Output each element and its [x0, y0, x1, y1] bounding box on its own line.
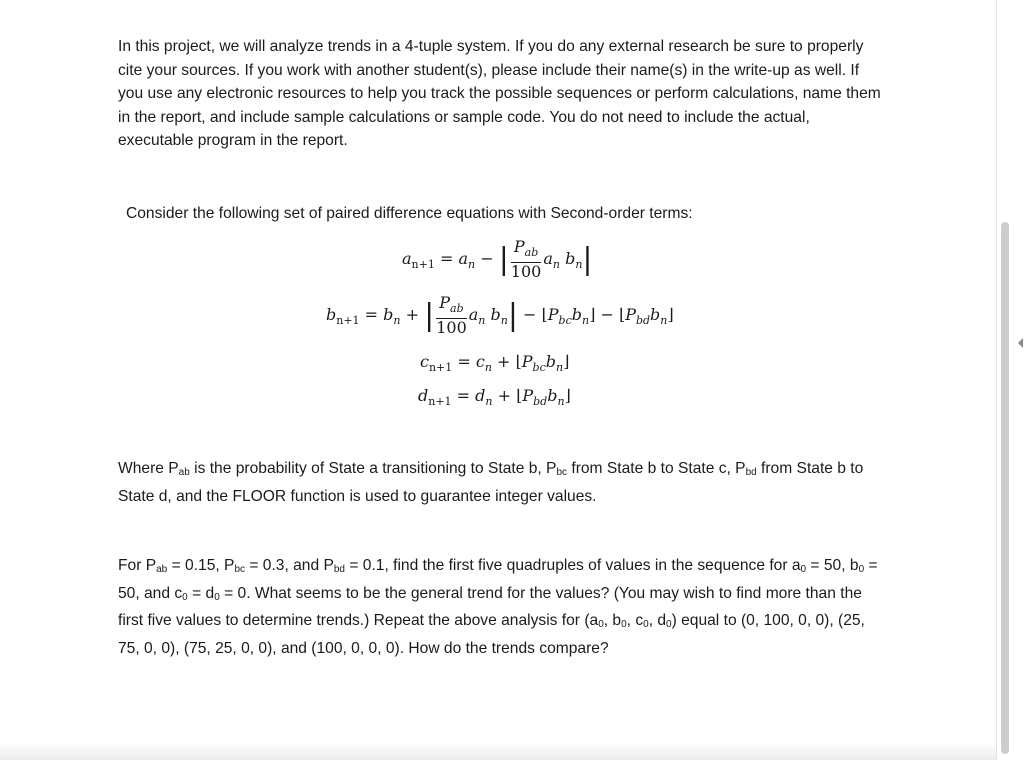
consider-paragraph: Consider the following set of paired difference equations with Second-order terms: [126, 205, 693, 222]
task-paragraph: For $P_{ab} = 0.15$, $P_{bc} = 0.3$, and $P_{bd} = 0.1$, find the first five quadruples of values in the sequence for $a_0 = 50$, $b_0 = 50$, and $c_0 = d_0 = 0$. What seems to be the general trend for the values? (You may wish to find more than the first five values to determine trends.) Repeat the above analysis for ($a_0$, $b_0$, $c_0$, $d_0$) equal to (0, 100, 0, 0), (25, 75, 0, 0), (75, 25, 0, 0), and (100, 0, 0, 0). How do the trends compare? [118, 557, 878, 657]
scrollbar-thumb[interactable] [1001, 222, 1009, 754]
intro-paragraph: In this project, we will analyze trends in a 4-tuple system. If you do any external research be sure to properly cite your sources. If you work with another student(s), please include their name(s) in the write-up as well. If you use any electronic resources to help you track the possible sequences or perform calculations, name them in the report, and include sample calculations or sample code. You do not need to include the actual, executable program in the report. [118, 38, 881, 149]
equation-a: $a_{n+1} = a_n$ − | $\frac{P_{ab}}{100}$ $a_n$ $b_n|$ [402, 237, 593, 281]
equation-c: $c_{n+1} = c_n$ + $⌊P_{bc}b_n⌋$ [420, 352, 570, 374]
equation-b: $b_{n+1} = b_n$ + | $\frac{P_{ab}}{100}$ $a_n$ $b_n|$ − $⌊P_{bc}b_n⌋$ − $⌊P_{bd}b_n⌋$ [326, 293, 674, 337]
equation-d: $d_{n+1} = d_n$ + $⌊P_{bd}b_n⌋$ [418, 386, 571, 408]
page-bottom-shadow [0, 742, 996, 760]
where-paragraph: Where $P_{ab}$ is the probability of State a transitioning to State b, $P_{bc}$ from State b to State c, $P_{bd}$ from State b to State d, and the FLOOR function is used to guarantee integer values. [118, 460, 864, 505]
scroll-left-arrow-icon[interactable] [1018, 338, 1023, 348]
